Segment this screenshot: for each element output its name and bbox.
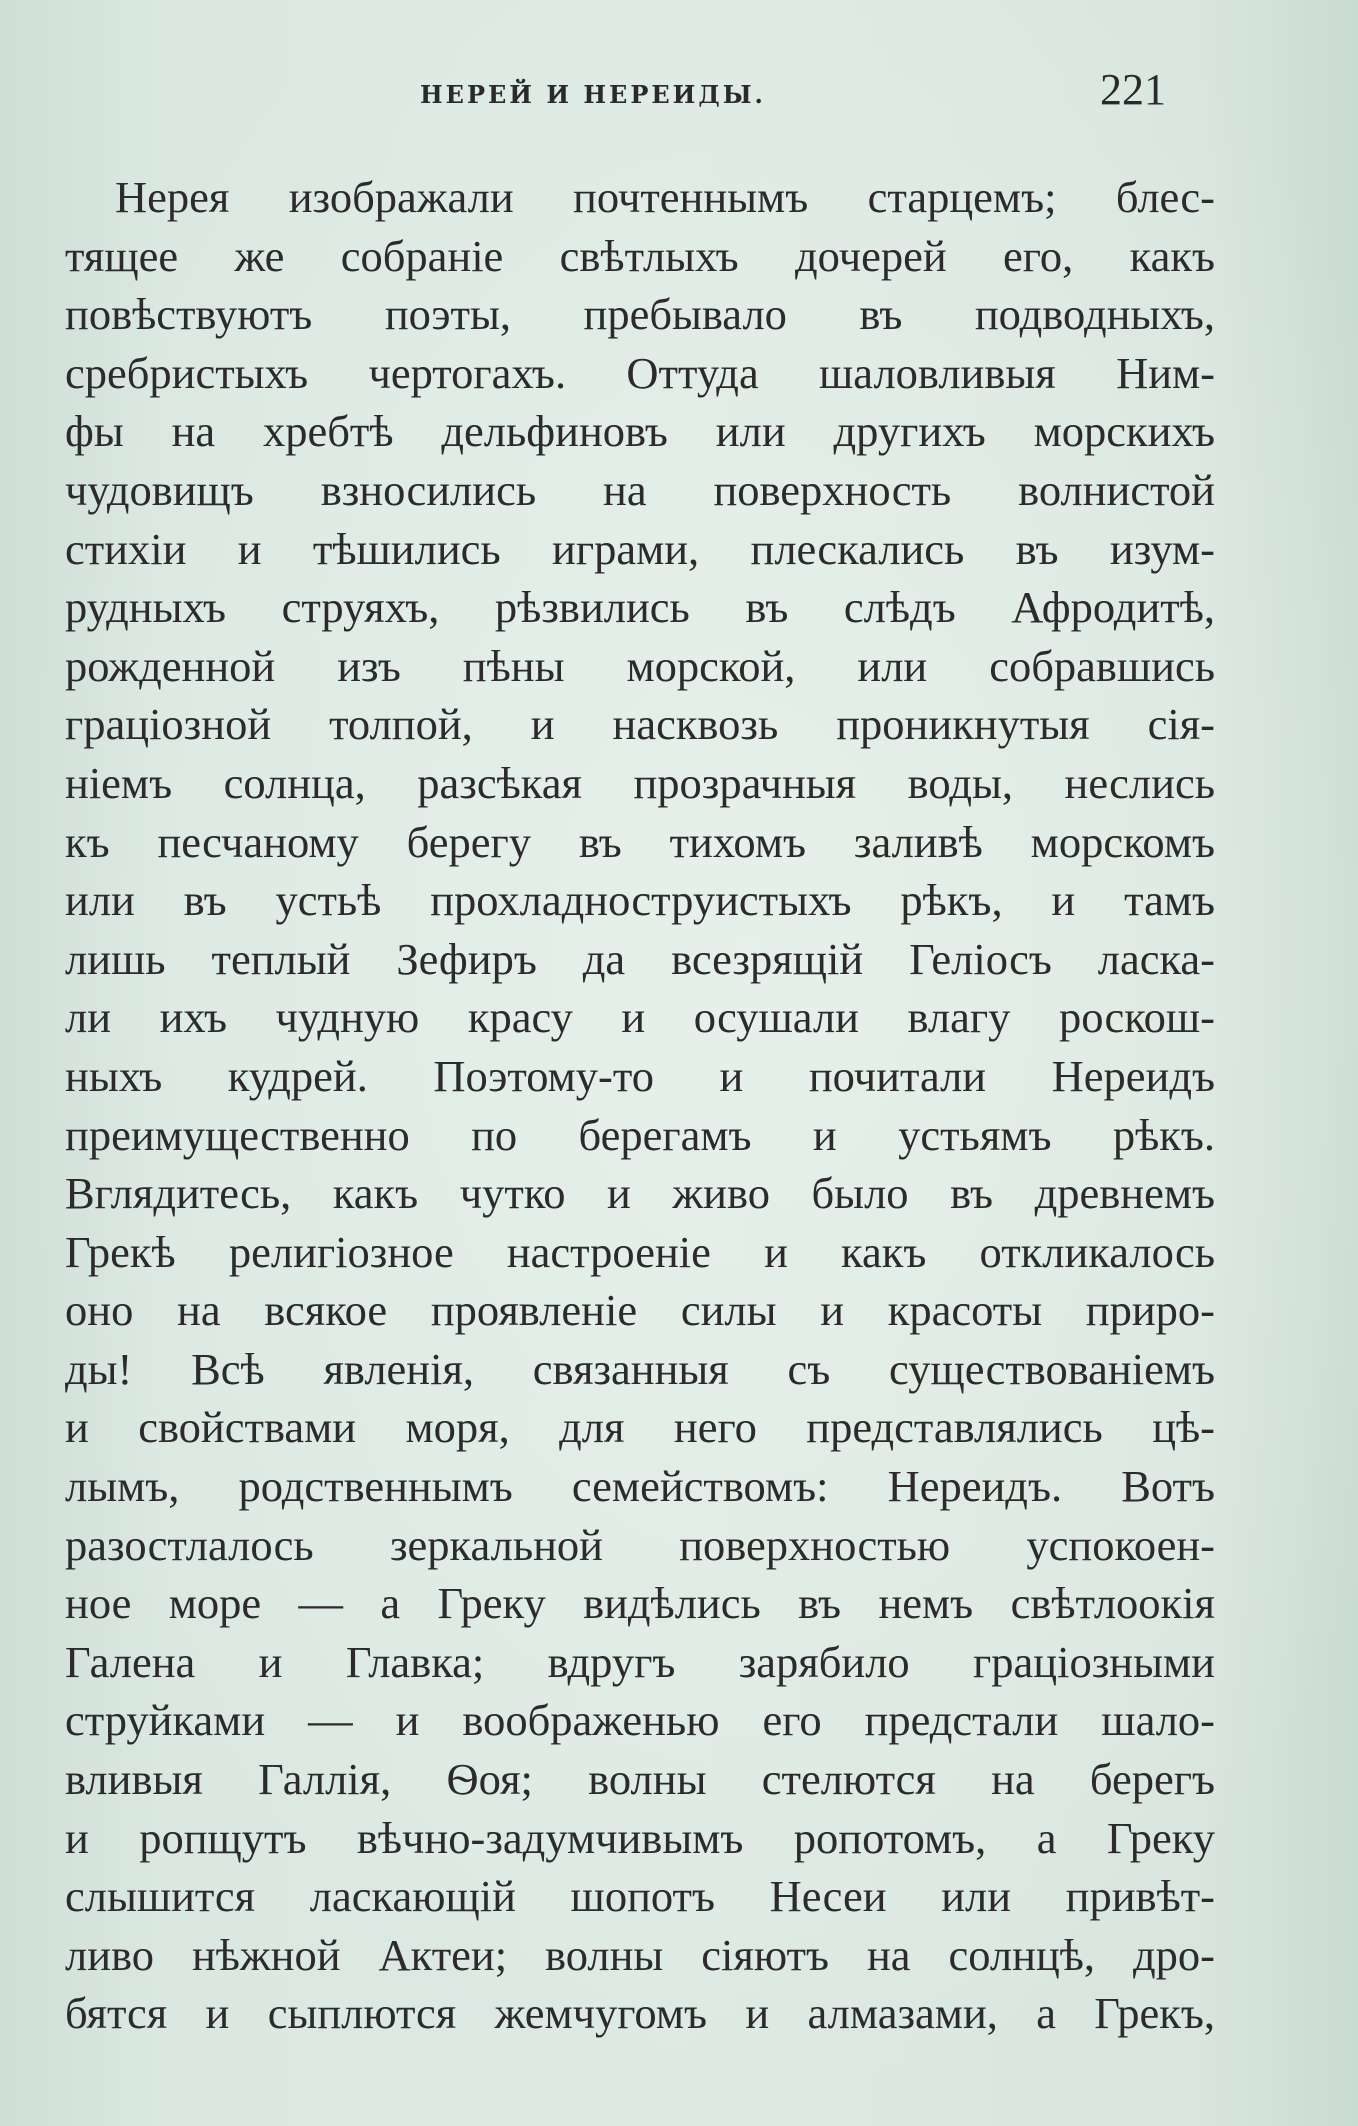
text-line: лымъ, родственнымъ семействомъ: Нереидъ. Вотъ xyxy=(65,1461,1215,1512)
text-line: ное море — а Греку видѣлись въ немъ свѣтлоокія xyxy=(65,1578,1215,1629)
text-line: чудовищъ взносились на поверхность волнистой xyxy=(65,464,1215,515)
text-line: повѣствуютъ поэты, пребывало въ подводныхъ, xyxy=(65,289,1215,340)
text-line: вливыя Галлія, Ѳоя; волны стелются на берегъ xyxy=(65,1754,1215,1805)
text-line: Грекѣ религіозное настроеніе и какъ откликалось xyxy=(65,1226,1215,1277)
text-line: ли ихъ чудную красу и осушали влагу роскош- xyxy=(65,992,1215,1043)
text-line: стихіи и тѣшились играми, плескались въ изум- xyxy=(65,523,1215,574)
text-line: ныхъ кудрей. Поэтому-то и почитали Нереидъ xyxy=(65,1050,1215,1101)
text-line: сребристыхъ чертогахъ. Оттуда шаловливыя Ним- xyxy=(65,347,1215,398)
text-line: преимущественно по берегамъ и устьямъ рѣкъ. xyxy=(65,1109,1215,1160)
text-line: ды! Всѣ явленія, связанныя съ существованіемъ xyxy=(65,1343,1215,1394)
text-line: лишь теплый Зефиръ да всезрящій Геліосъ ласка- xyxy=(65,933,1215,984)
text-line: и ропщутъ вѣчно-задумчивымъ ропотомъ, а Греку xyxy=(65,1812,1215,1863)
text-line: ніемъ солнца, разсѣкая прозрачныя воды, неслись xyxy=(65,757,1215,808)
running-head xyxy=(0,58,1358,118)
text-line: граціозной толпой, и насквозь проникнутыя сія- xyxy=(65,699,1215,750)
text-line: къ песчаному берегу въ тихомъ заливѣ морскомъ xyxy=(65,816,1215,867)
text-line: Галена и Главка; вдругъ зарябило граціозными xyxy=(65,1636,1215,1687)
text-line: Вглядитесь, какъ чутко и живо было въ древнемъ xyxy=(65,1168,1215,1219)
text-line: фы на хребтѣ дельфиновъ или другихъ морскихъ xyxy=(65,406,1215,457)
text-line: рудныхъ струяхъ, рѣзвились въ слѣдъ Афродитѣ, xyxy=(65,582,1215,633)
text-line: тящее же собраніе свѣтлыхъ дочерей его, какъ xyxy=(65,230,1215,281)
text-line: рожденной изъ пѣны морской, или собравшись xyxy=(65,640,1215,691)
running-title: НЕРЕЙ И НЕРЕИДЫ. xyxy=(420,80,766,109)
text-line: оно на всякое проявленіе силы и красоты приро- xyxy=(65,1285,1215,1336)
text-line: и свойствами моря, для него представлялись цѣ- xyxy=(65,1402,1215,1453)
text-line: разостлалось зеркальной поверхностью успокоен- xyxy=(65,1519,1215,1570)
text-line: или въ устьѣ прохладноструистыхъ рѣкъ, и тамъ xyxy=(65,875,1215,926)
page-number: 221 xyxy=(1100,65,1166,114)
text-line: ливо нѣжной Актеи; волны сіяютъ на солнцѣ, дро- xyxy=(65,1929,1215,1980)
text-line: струйками — и воображенью его предстали шало- xyxy=(65,1695,1215,1746)
text-line: Нерея изображали почтеннымъ старцемъ; блес- xyxy=(115,172,1215,222)
text-line: слышится ласкающій шопотъ Несеи или привѣт- xyxy=(65,1871,1215,1922)
body-text xyxy=(65,168,1215,2043)
text-line: бятся и сыплются жемчугомъ и алмазами, а Грекъ, xyxy=(65,1988,1215,2039)
